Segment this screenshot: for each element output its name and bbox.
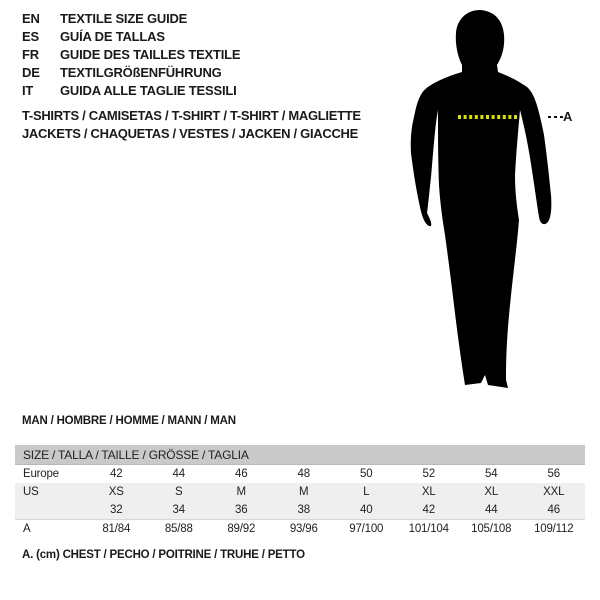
language-row — [22, 64, 240, 82]
size-cell: 38 — [273, 501, 336, 520]
size-cell: 46 — [523, 501, 586, 520]
size-cell: 97/100 — [335, 520, 398, 539]
language-row — [22, 46, 240, 64]
table-row-europe — [15, 465, 585, 484]
language-code: EN — [22, 11, 40, 26]
size-cell: 85/88 — [148, 520, 211, 539]
size-cell: 42 — [110, 468, 123, 480]
section-title-man: MAN / HOMBRE / HOMME / MANN / MAN — [22, 415, 236, 427]
language-legend — [22, 10, 240, 100]
size-cell: L — [335, 483, 398, 501]
table-header: SIZE / TALLA / TAILLE / GRÖSSE / TAGLIA — [15, 445, 585, 465]
size-cell: 81/84 — [85, 520, 148, 539]
table-header-row — [15, 445, 585, 465]
size-cell: 54 — [485, 468, 498, 480]
language-label: GUIDA ALLE TAGLIE TESSILI — [60, 83, 237, 98]
language-row — [22, 28, 240, 46]
size-table — [15, 445, 585, 538]
size-cell: XS — [85, 483, 148, 501]
size-cell: XL — [398, 483, 461, 501]
size-cell: 46 — [235, 468, 248, 480]
size-cell: 32 — [85, 501, 148, 520]
garment-categories — [22, 107, 361, 143]
size-cell: 42 — [398, 501, 461, 520]
table-row-chest — [15, 520, 585, 539]
measure-label-a: A — [563, 109, 573, 124]
category-jackets: JACKETS / CHAQUETAS / VESTES / JACKEN / GIACCHE — [22, 126, 358, 141]
size-cell: 34 — [148, 501, 211, 520]
language-code: IT — [22, 83, 34, 98]
size-cell: 50 — [360, 468, 373, 480]
measurement-footnote: A. (cm) CHEST / PECHO / POITRINE / TRUHE / PETTO — [22, 549, 305, 561]
category-tshirts: T-SHIRTS / CAMISETAS / T-SHIRT / T-SHIRT / MAGLIETTE — [22, 108, 361, 123]
language-code: FR — [22, 47, 39, 62]
size-cell: M — [273, 483, 336, 501]
size-cell: 44 — [172, 468, 185, 480]
size-cell: XXL — [523, 483, 586, 501]
row-label — [15, 501, 85, 520]
language-label: TEXTILGRÖßENFÜHRUNG — [60, 65, 222, 80]
size-cell: 109/112 — [523, 520, 586, 539]
language-label: GUIDE DES TAILLES TEXTILE — [60, 47, 241, 62]
table-row-uk — [15, 501, 585, 520]
language-label: TEXTILE SIZE GUIDE — [60, 11, 188, 26]
size-cell: 44 — [460, 501, 523, 520]
man-silhouette-figure — [405, 5, 575, 395]
language-row — [22, 82, 240, 100]
size-cell: XL — [460, 483, 523, 501]
size-cell: 56 — [547, 468, 560, 480]
size-cell: 89/92 — [210, 520, 273, 539]
man-silhouette-body — [411, 10, 552, 388]
size-cell: 36 — [210, 501, 273, 520]
size-cell: 93/96 — [273, 520, 336, 539]
size-cell: 105/108 — [460, 520, 523, 539]
language-code: ES — [22, 29, 39, 44]
language-code: DE — [22, 65, 40, 80]
size-cell: 40 — [335, 501, 398, 520]
row-label: A — [15, 520, 85, 539]
size-cell: 101/104 — [398, 520, 461, 539]
row-label: US — [15, 483, 85, 501]
man-silhouette — [405, 5, 575, 395]
size-cell: 52 — [422, 468, 435, 480]
language-row — [22, 10, 240, 28]
table-row-us — [15, 483, 585, 501]
language-label: GUÍA DE TALLAS — [60, 29, 165, 44]
size-cell: 48 — [297, 468, 310, 480]
size-cell: M — [210, 483, 273, 501]
size-cell: S — [148, 483, 211, 501]
row-label: Europe — [23, 468, 59, 480]
